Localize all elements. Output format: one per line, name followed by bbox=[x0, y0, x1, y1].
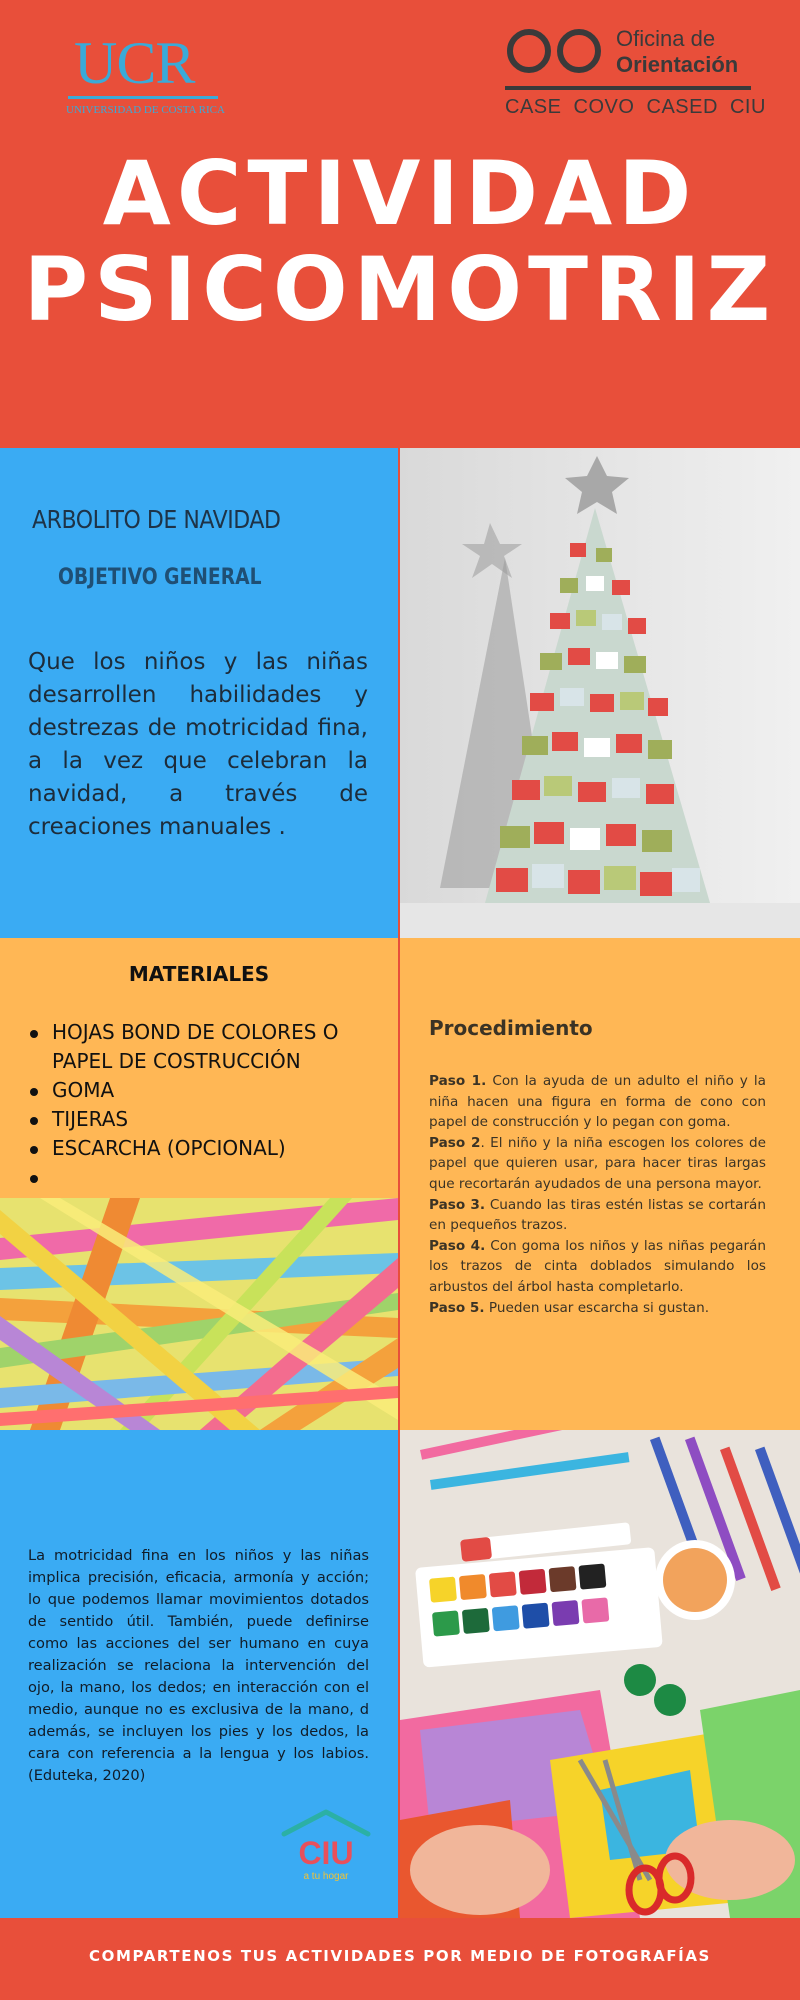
oficina-orientacion-logo bbox=[505, 24, 766, 128]
title-line-2: PSICOMOTRIZ bbox=[23, 238, 777, 341]
material-item-scissors: TIJERAS bbox=[28, 1105, 388, 1134]
oo-circles-icon bbox=[505, 26, 605, 76]
oo-logo-divider bbox=[505, 86, 751, 90]
ciu-logo bbox=[276, 1808, 376, 1888]
procedure-step-3 bbox=[429, 1195, 766, 1236]
ucr-logo-letters: UCR bbox=[74, 30, 195, 96]
procedure-step-2 bbox=[429, 1133, 766, 1195]
materials-list bbox=[28, 1018, 388, 1163]
materials-heading: MATERIALES bbox=[128, 962, 270, 986]
unit-case: CASE bbox=[505, 96, 562, 118]
step-1-text: Con la ayuda de un adulto el niño y la niña hacen una figura en forma de cono con papel de construcción y lo pegan con goma. bbox=[429, 1073, 766, 1131]
oo-logo-line2: Orientación bbox=[616, 52, 739, 77]
step-2-text: . El niño y la niña escogen los colores de papel que quieren usar, para hacer tiras largas que recortarán ayudados de una persona mayor. bbox=[429, 1134, 766, 1192]
christmas-tree-photo bbox=[400, 448, 800, 938]
activity-name: ARBOLITO DE NAVIDAD bbox=[32, 505, 281, 534]
ucr-logo bbox=[62, 30, 224, 125]
step-5-text: Pueden usar escarcha si gustan. bbox=[484, 1299, 710, 1316]
step-3-text: Cuando las tiras estén listas se cortarán en pequeños trazos. bbox=[429, 1196, 766, 1234]
oo-logo-units bbox=[505, 96, 766, 119]
footer-text: COMPARTENOS TUS ACTIVIDADES POR MEDIO DE FOTOGRAFÍAS bbox=[89, 1947, 711, 1965]
procedure-step-5 bbox=[429, 1298, 766, 1319]
step-2-label: Paso 2 bbox=[429, 1134, 481, 1151]
ucr-logo-subtitle: UNIVERSIDAD DE COSTA RICA bbox=[66, 104, 225, 116]
procedure-step-4 bbox=[429, 1236, 766, 1298]
step-4-text: Con goma los niños y las niñas pegarán los trazos de cinta doblados simulando los arbustos del árbol hasta completarlo. bbox=[429, 1237, 766, 1295]
ciu-logo-letters: CIU bbox=[298, 1835, 354, 1871]
ciu-logo-tagline: a tu hogar bbox=[303, 1871, 349, 1882]
step-4-label: Paso 4. bbox=[429, 1237, 486, 1254]
unit-ciu: CIU bbox=[729, 96, 766, 118]
material-item-paper: HOJAS BOND DE COLORES O PAPEL DE COSTRUCCIÓN bbox=[28, 1018, 388, 1076]
objective-heading: OBJETIVO GENERAL bbox=[58, 565, 262, 590]
procedure-steps bbox=[429, 1071, 766, 1318]
unit-covo: COVO bbox=[573, 96, 635, 118]
paper-strips-photo bbox=[0, 1198, 398, 1430]
unit-cased: CASED bbox=[646, 96, 718, 118]
fine-motor-info-text: La motricidad fina en los niños y las niñas implica precisión, eficacia, armonía y acción; lo que podemos llamar movimientos dotados de sentido útil. También, puede definirse como las acciones del ser humano en cuya realización se relaciona la intervención del ojo, la mano, los dedos; en interacción con el medio, aunque no es exclusiva de la mano, d además, se incluyen los pies y los dedos, la cara con referencia a la lengua y los labios. (Eduteka, 2020) bbox=[28, 1547, 369, 1784]
art-supplies-photo bbox=[400, 1430, 800, 1918]
material-item-glitter: ESCARCHA (OPCIONAL) bbox=[28, 1134, 388, 1163]
procedure-heading: Procedimiento bbox=[429, 1016, 593, 1040]
oo-logo-line1: Oficina de bbox=[616, 26, 716, 51]
material-item-glue: GOMA bbox=[28, 1076, 388, 1105]
step-3-label: Paso 3. bbox=[429, 1196, 486, 1213]
objective-text: Que los niños y las niñas desarrollen habilidades y destrezas de motricidad fina, a la vez que celebran la navidad, a través de creaciones manuales . bbox=[28, 649, 368, 840]
ucr-logo-line bbox=[68, 96, 218, 99]
step-1-label: Paso 1. bbox=[429, 1073, 487, 1089]
step-5-label: Paso 5. bbox=[429, 1299, 485, 1316]
procedure-step-1 bbox=[429, 1071, 766, 1133]
title-line-1: ACTIVIDAD bbox=[102, 142, 698, 245]
